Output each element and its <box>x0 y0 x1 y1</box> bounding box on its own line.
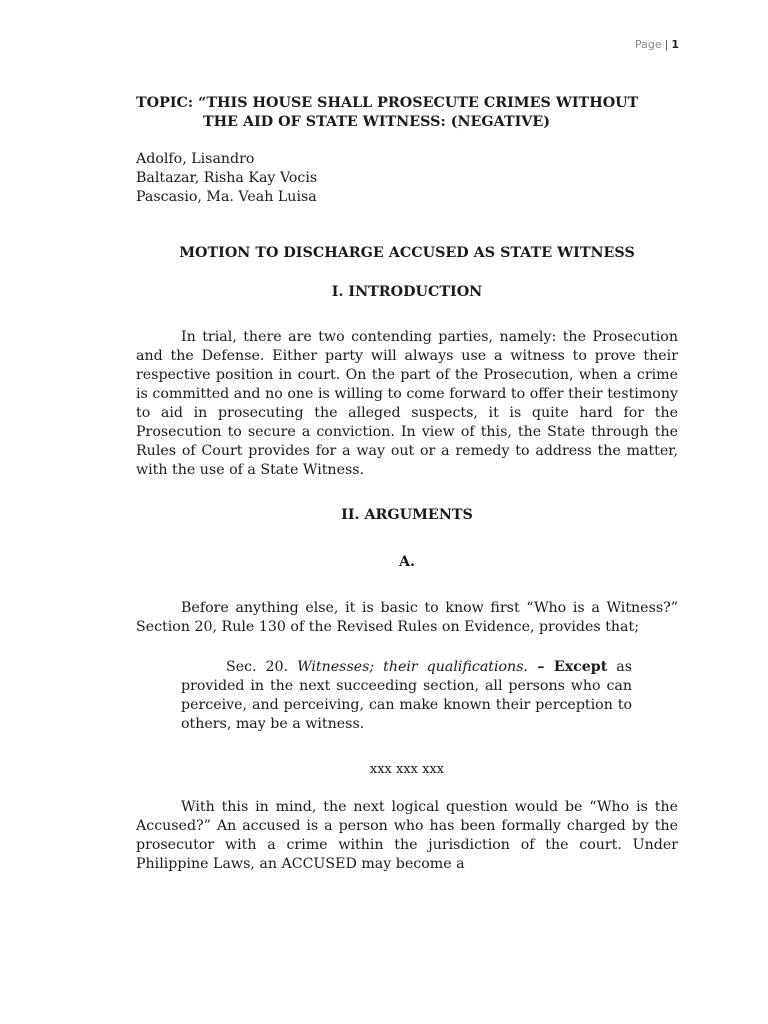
quote-text: as provided in the next succeeding section, all persons who can perceive, and perceiving, can make known their perception to others, may be a witness. <box>181 659 632 732</box>
quote-title: Witnesses; their qualifications. <box>297 659 528 675</box>
arguments-paragraph-1: Before anything else, it is basic to know first “Who is a Witness?” Section 20, Rule 130 of the Revised Rules on Evidence, provides that; <box>136 600 678 635</box>
author-name: Pascasio, Ma. Veah Luisa <box>136 189 317 205</box>
quote-dash: – <box>528 659 554 675</box>
section-heading-arguments: II. ARGUMENTS <box>341 507 473 523</box>
author-name: Baltazar, Risha Kay Vocis <box>136 170 318 186</box>
document-title: MOTION TO DISCHARGE ACCUSED AS STATE WITNESS <box>179 245 635 261</box>
quote-section-number: Sec. 20. <box>226 659 289 675</box>
topic-label: TOPIC <box>136 95 188 111</box>
author-name: Adolfo, Lisandro <box>136 151 255 167</box>
subsection-heading-a: A. <box>398 554 416 570</box>
topic-heading <box>136 94 678 132</box>
topic-line-2: THE AID OF STATE WITNESS: (NEGATIVE) <box>203 114 551 130</box>
introduction-paragraph: In trial, there are two contending parties, namely: the Prosecution and the Defense. Either party will always use a witness to prove their respective position in court. On the part of the Prosecution, when a crime is committed and no one is willing to come forward to offer their testimony to aid in prosecuting the alleged suspects, it is quite hard for the Prosecution to secure a conviction. In view of this, the State through the Rules of Court provides for a way out or a remedy to address the matter, with the use of a State Witness. <box>136 329 678 478</box>
topic-line-1: : “THIS HOUSE SHALL PROSECUTE CRIMES WITHOUT <box>187 95 639 111</box>
omission-separator: xxx xxx xxx <box>369 762 445 777</box>
document-body <box>136 94 678 874</box>
page-header <box>635 38 679 51</box>
page-label: Page <box>634 38 662 51</box>
page-separator: | <box>664 38 669 51</box>
page-number: 1 <box>671 38 679 51</box>
author-list <box>136 150 678 207</box>
quote-bold-text: Except <box>553 659 608 675</box>
arguments-paragraph-2: With this in mind, the next logical question would be “Who is the Accused?” An accused is a person who has been formally charged by the prosecutor with a crime within the jurisdiction of the court. Under Philippine Laws, an ACCUSED may become a <box>136 799 678 872</box>
section-heading-introduction: I. INTRODUCTION <box>331 284 483 300</box>
block-quote <box>181 658 632 734</box>
